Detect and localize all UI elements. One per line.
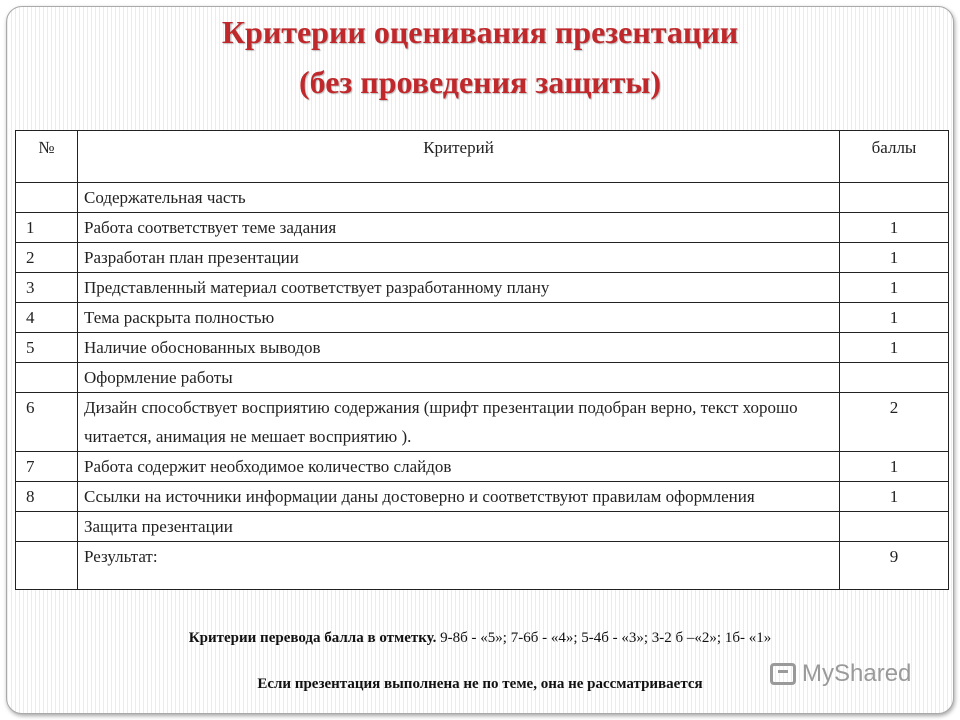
row-score: 1 [840,452,949,482]
table-cell [16,542,78,590]
row-score: 1 [840,273,949,303]
row-score: 1 [840,482,949,512]
table-row [16,393,949,452]
grading-label: Критерии перевода балла в отметку. [188,630,437,646]
row-score: 1 [840,243,949,273]
table-cell [16,183,78,213]
table-row [16,303,949,333]
row-number: 4 [16,303,78,333]
row-number: 5 [16,333,78,363]
watermark-text: MyShared [802,660,912,687]
header-number: № [16,131,78,183]
row-criterion: Работа соответствует теме задания [78,213,840,243]
table-row [16,273,949,303]
table-cell [840,512,949,542]
row-criterion: Наличие обоснованных выводов [78,333,840,363]
grading-values: 9-8б - «5»; 7-6б - «4»; 5-4б - «3»; 3-2 б –«2»; 1б- «1» [436,630,772,646]
row-criterion: Разработан план презентации [78,243,840,273]
header-score: баллы [840,131,949,183]
section-row-design [16,363,949,393]
title-line-2: (без проведения защиты) [298,64,662,100]
section-title-content: Содержательная часть [78,183,840,213]
row-number: 7 [16,452,78,482]
table-cell [840,363,949,393]
table-row [16,482,949,512]
result-label: Результат: [78,542,840,590]
grading-scale [0,630,960,647]
table-row [16,333,949,363]
section-row-defense [16,512,949,542]
row-score: 1 [840,213,949,243]
table-cell [16,512,78,542]
row-number: 2 [16,243,78,273]
row-number: 6 [16,393,78,452]
table-row [16,452,949,482]
section-title-defense: Защита презентации [78,512,840,542]
title-line-1: Критерии оценивания презентации [221,14,739,50]
row-score: 2 [840,393,949,452]
result-row [16,542,949,590]
row-criterion: Работа содержит необходимое количество слайдов [78,452,840,482]
table-row [16,243,949,273]
footer-note-text: Если презентация выполнена не по теме, она не рассматривается [257,676,703,692]
row-score: 1 [840,303,949,333]
row-score: 1 [840,333,949,363]
row-number: 8 [16,482,78,512]
header-criterion: Критерий [78,131,840,183]
row-criterion: Дизайн способствует восприятию содержания (шрифт презентации подобран верно, текст хорошо читается, анимация не мешает восприятию ). [78,393,840,452]
table-cell [16,363,78,393]
section-title-design: Оформление работы [78,363,840,393]
presentation-board-icon [770,663,796,685]
watermark-logo [770,656,930,692]
table-row [16,213,949,243]
row-number: 3 [16,273,78,303]
row-criterion: Представленный материал соответствует разработанному плану [78,273,840,303]
row-criterion: Тема раскрыта полностью [78,303,840,333]
row-number: 1 [16,213,78,243]
table-header-row [16,131,949,183]
section-row-content [16,183,949,213]
result-score: 9 [840,542,949,590]
table-cell [840,183,949,213]
row-criterion: Ссылки на источники информации даны достоверно и соответствуют правилам оформления [78,482,840,512]
criteria-table [15,130,949,590]
